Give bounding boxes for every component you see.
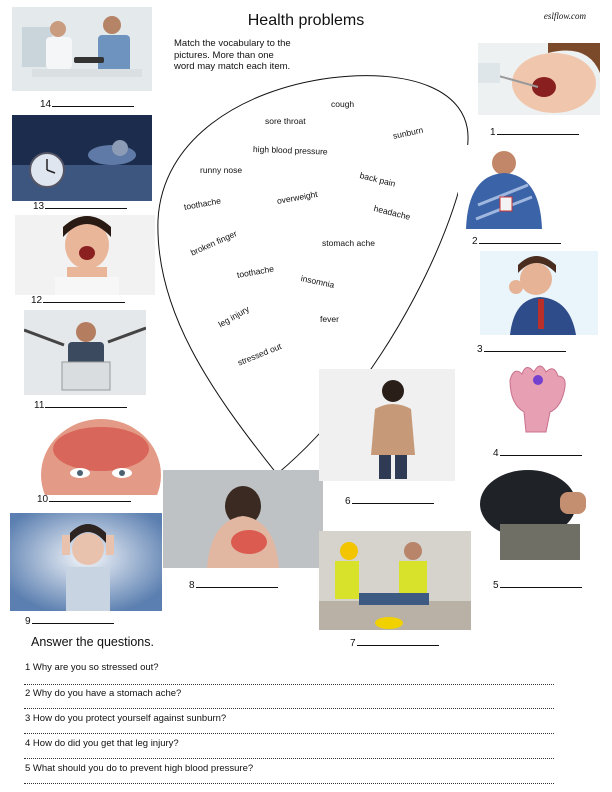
- site-credit: eslflow.com: [543, 11, 586, 21]
- picture-9: [10, 513, 162, 611]
- answer-blank[interactable]: [49, 492, 131, 502]
- answer-line[interactable]: [24, 758, 554, 759]
- vocab-word: sunburn: [391, 124, 425, 141]
- vocab-word: leg injury: [216, 303, 251, 330]
- label-7: 7: [350, 636, 439, 649]
- label-8: 8: [189, 578, 278, 591]
- picture-12: [15, 215, 155, 295]
- label-5: 5: [493, 578, 582, 591]
- label-11: 11: [34, 398, 127, 411]
- question-1: 1 Why are you so stressed out?: [25, 662, 159, 673]
- vocab-word: insomnia: [299, 273, 336, 290]
- label-3: 3: [477, 342, 566, 355]
- vocab-word: cough: [331, 99, 355, 109]
- answer-line[interactable]: [24, 684, 554, 685]
- picture-7: [319, 531, 471, 630]
- page-title: Health problems: [247, 12, 365, 29]
- picture-1: [478, 43, 600, 115]
- instructions: Match the vocabulary to the pictures. More than one word may match each item.: [174, 38, 291, 72]
- picture-2: [458, 145, 550, 229]
- answer-blank[interactable]: [45, 199, 127, 209]
- picture-4: [480, 356, 598, 434]
- answer-blank[interactable]: [52, 97, 134, 107]
- picture-5: [478, 462, 598, 560]
- answer-blank[interactable]: [497, 125, 579, 135]
- questions-heading: Answer the questions.: [31, 635, 154, 649]
- label-4: 4: [493, 446, 582, 459]
- answer-line[interactable]: [24, 733, 554, 734]
- picture-10: [40, 415, 162, 495]
- vocab-word: toothache: [236, 263, 275, 280]
- answer-line[interactable]: [24, 783, 554, 784]
- answer-line[interactable]: [24, 708, 554, 709]
- answer-blank[interactable]: [43, 293, 125, 303]
- answer-blank[interactable]: [45, 398, 127, 408]
- vocab-word: stomach ache: [322, 238, 375, 248]
- label-9: 9: [25, 614, 114, 627]
- question-5: 5 What should you do to prevent high blood pressure?: [25, 763, 254, 774]
- vocab-word: toothache: [183, 195, 222, 212]
- vocab-word: stressed out: [236, 341, 283, 368]
- question-3: 3 How do you protect yourself against sunburn?: [25, 713, 227, 724]
- vocab-word: back pain: [358, 170, 397, 189]
- answer-blank[interactable]: [500, 446, 582, 456]
- picture-6: [319, 369, 455, 481]
- vocab-word: headache: [372, 203, 412, 222]
- vocab-word: overweight: [276, 188, 319, 206]
- answer-blank[interactable]: [479, 234, 561, 244]
- vocab-word: fever: [320, 314, 339, 324]
- label-6: 6: [345, 494, 434, 507]
- question-4: 4 How do did you get that leg injury?: [25, 738, 179, 749]
- question-2: 2 Why do you have a stomach ache?: [25, 688, 182, 699]
- answer-blank[interactable]: [32, 614, 114, 624]
- label-2: 2: [472, 234, 561, 247]
- picture-13: [12, 115, 152, 201]
- label-1: 1: [490, 125, 579, 138]
- vocab-word: high blood pressure: [252, 144, 328, 157]
- answer-blank[interactable]: [500, 578, 582, 588]
- vocab-word: broken finger: [188, 228, 239, 258]
- answer-blank[interactable]: [196, 578, 278, 588]
- answer-blank[interactable]: [357, 636, 439, 646]
- picture-11: [24, 310, 146, 395]
- vocab-word: sore throat: [265, 116, 306, 126]
- label-10: 10: [37, 492, 131, 505]
- picture-14: [12, 7, 152, 91]
- label-13: 13: [33, 199, 127, 212]
- vocab-word: runny nose: [200, 165, 243, 175]
- picture-8: [163, 470, 323, 568]
- label-14: 14: [40, 97, 134, 110]
- label-12: 12: [31, 293, 125, 306]
- answer-blank[interactable]: [484, 342, 566, 352]
- picture-3: [480, 251, 598, 335]
- answer-blank[interactable]: [352, 494, 434, 504]
